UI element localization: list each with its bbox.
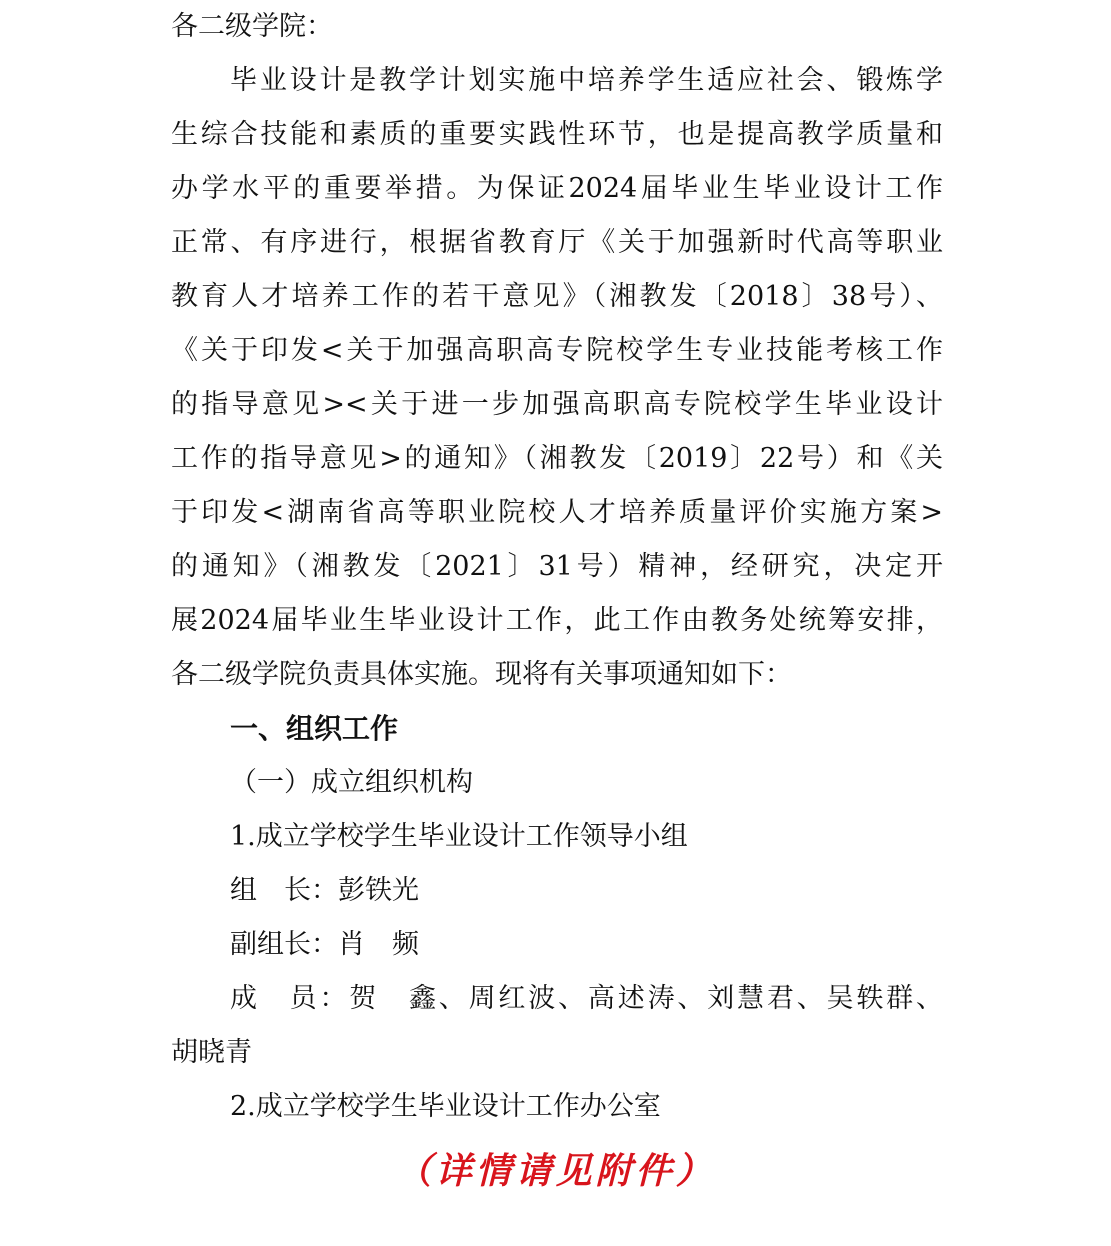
intro-line-8: 工作的指导意见>的通知》（湘教发〔2019〕22号）和《关	[171, 443, 943, 474]
intro-line-11: 展2024届毕业生毕业设计工作，此工作由教务处统筹安排，	[171, 605, 943, 636]
subsection-heading-establish: （一）成立组织机构	[230, 767, 473, 798]
item-leading-group: 1.成立学校学生毕业设计工作领导小组	[230, 821, 688, 852]
intro-line-6: 《关于印发<关于加强高职高专院校学生专业技能考核工作	[171, 335, 943, 366]
deputy-leader-line: 副组长：肖 频	[230, 929, 419, 960]
members-line-2: 胡晓青	[171, 1037, 252, 1068]
intro-line-12: 各二级学院负责具体实施。现将有关事项通知如下：	[171, 659, 792, 690]
intro-line-9: 于印发<湖南省高等职业院校人才培养质量评价实施方案>	[171, 497, 943, 528]
intro-line-2: 生综合技能和素质的重要实践性环节，也是提高教学质量和	[171, 119, 943, 150]
intro-line-3: 办学水平的重要举措。为保证2024届毕业生毕业设计工作	[171, 173, 943, 204]
members-line-1: 成 员：贺 鑫、周红波、高述涛、刘慧君、吴轶群、	[230, 983, 943, 1014]
intro-line-1: 毕业设计是教学计划实施中培养学生适应社会、锻炼学	[230, 65, 943, 96]
item-office: 2.成立学校学生毕业设计工作办公室	[230, 1091, 661, 1122]
intro-line-7: 的指导意见><关于进一步加强高职高专院校学生毕业设计	[171, 389, 943, 420]
leader-line: 组 长：彭铁光	[230, 875, 419, 906]
intro-line-10: 的通知》（湘教发〔2021〕31号）精神，经研究，决定开	[171, 551, 943, 582]
intro-line-5: 教育人才培养工作的若干意见》（湘教发〔2018〕38号）、	[171, 281, 943, 312]
intro-line-4: 正常、有序进行，根据省教育厅《关于加强新时代高等职业	[171, 227, 943, 258]
attachment-note: （详情请见附件）	[395, 1151, 716, 1192]
salutation: 各二级学院：	[171, 11, 333, 42]
section-heading-organization: 一、组织工作	[230, 712, 399, 745]
